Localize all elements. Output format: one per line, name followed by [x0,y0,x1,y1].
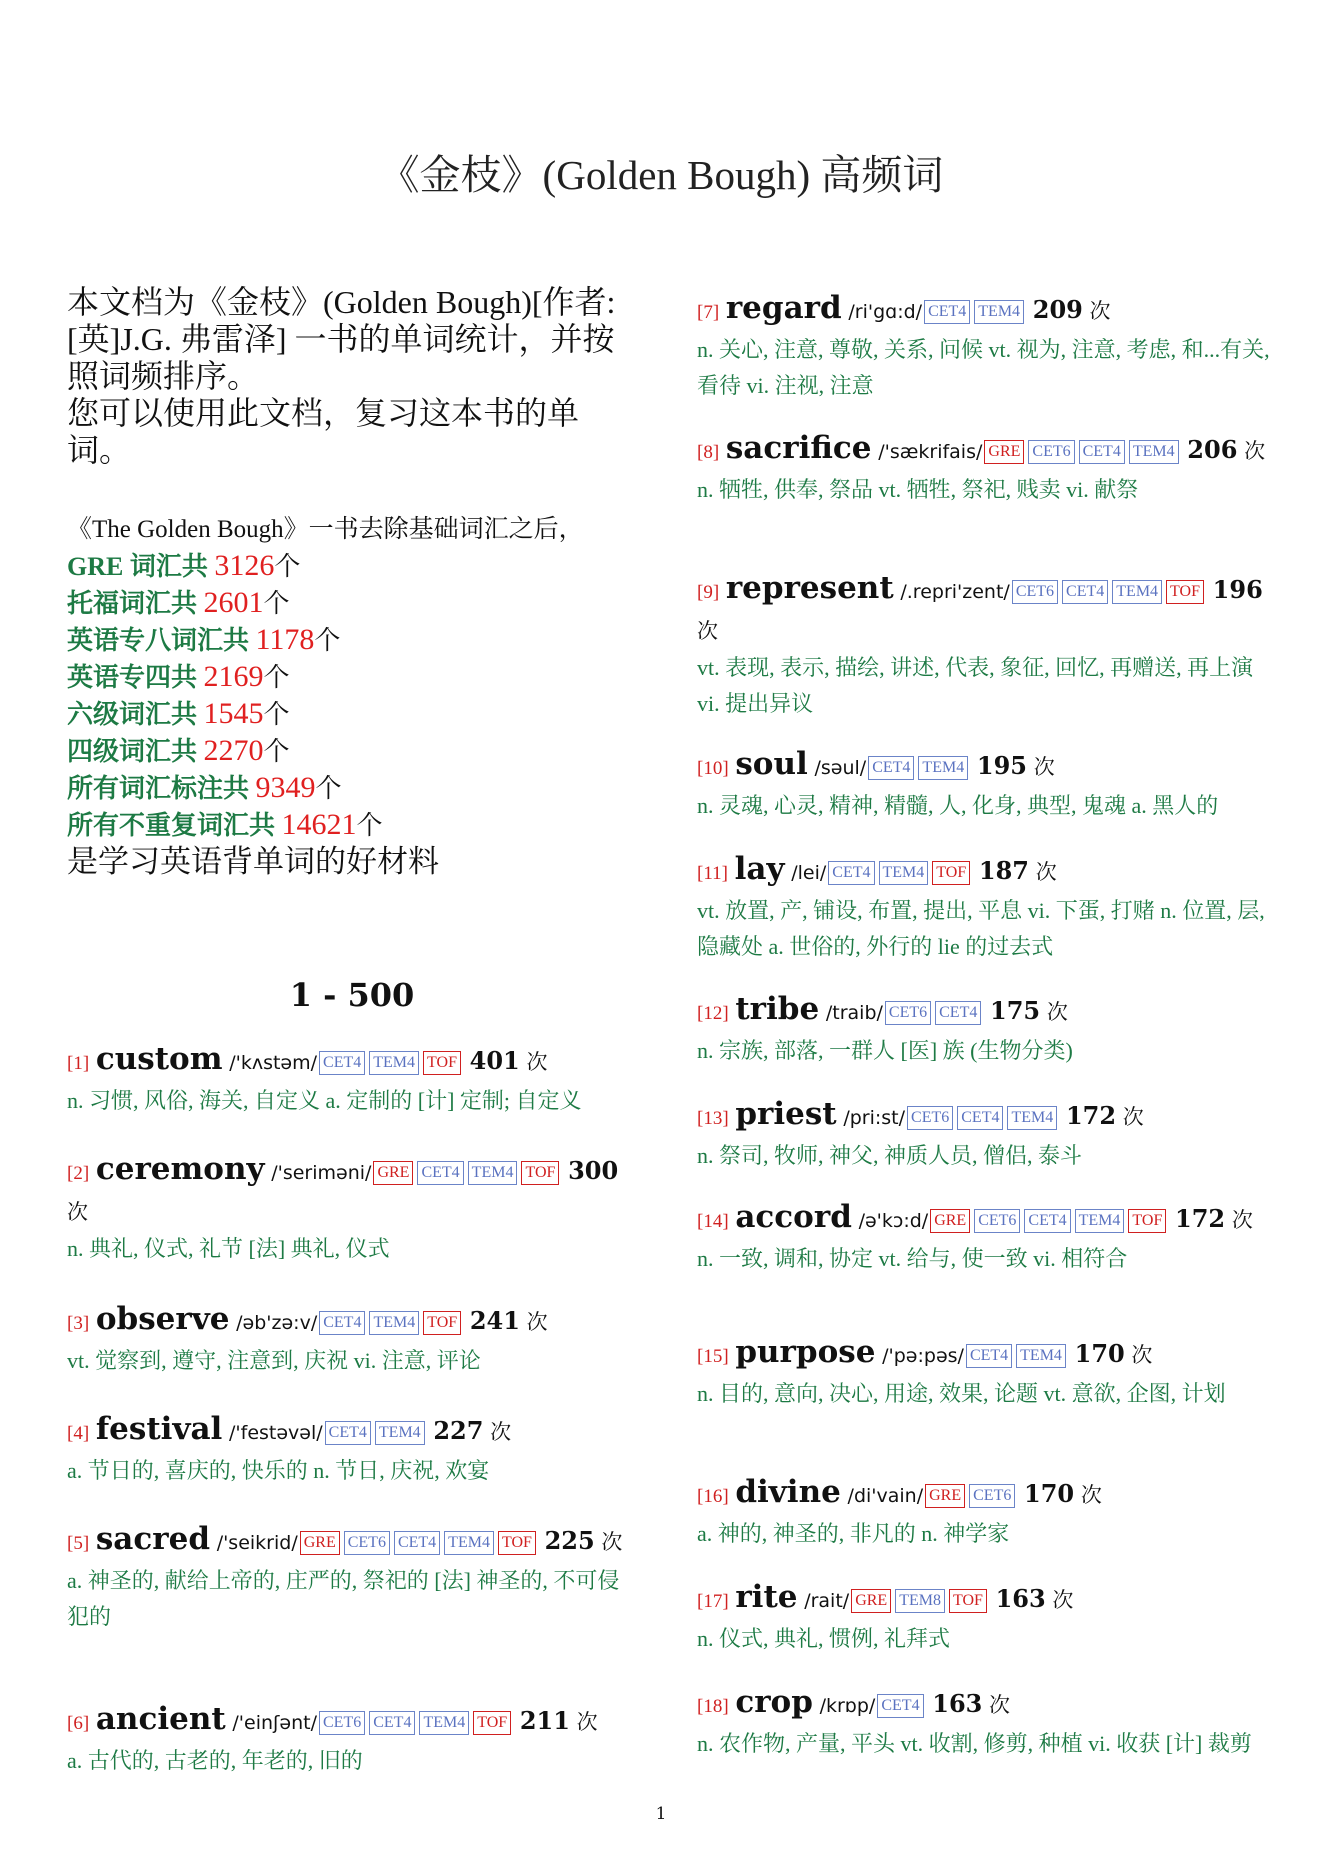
entry-count-suffix: 次 [67,1200,88,1224]
entry-count-suffix: 次 [697,619,718,643]
word-entry [697,1095,1272,1174]
entry-count-suffix: 次 [989,1693,1011,1717]
entry-count-suffix: 次 [1089,299,1111,323]
entry-index: [13] [697,1108,729,1129]
stats-label: 所有词汇标注共 [67,774,256,803]
entry-definition: a. 节日的, 喜庆的, 快乐的 n. 节日, 庆祝, 欢宴 [67,1458,490,1483]
stats-unit: 个 [274,552,301,581]
word-entry [67,1410,637,1489]
entry-count: 206 [1187,435,1238,464]
entry-phonetic: /ə'kɔ:d/ [858,1210,929,1232]
page-number: 1 [655,1804,667,1824]
entry-word: divine [735,1474,841,1510]
entry-head [67,1700,637,1743]
stats-row [67,807,637,844]
entry-head [697,1578,1272,1621]
entry-definition: n. 关心, 注意, 尊敬, 关系, 问候 vt. 视为, 注意, 考虑, 和...有关, 看待 vi. 注视, 注意 [697,337,1270,398]
stats-unit: 个 [356,811,383,840]
entry-index: [10] [697,758,729,779]
entry-count-suffix: 次 [526,1050,548,1074]
word-entry [67,1150,637,1267]
entry-count: 401 [469,1046,520,1075]
entry-phonetic: /krɒp/ [819,1695,876,1717]
entry-phonetic: /'seikrid/ [216,1532,298,1554]
stats-closing: 是学习英语背单词的好材料 [67,844,439,879]
entry-head [67,1410,637,1453]
stats-count: 1545 [203,697,264,730]
word-entry [697,1578,1272,1657]
stats-count: 14621 [281,808,357,841]
entry-word: purpose [735,1334,876,1370]
exam-tag: CET4 [924,300,970,324]
exam-tag: GRE [300,1531,340,1555]
entry-word: lay [734,851,785,887]
exam-tag: CET4 [325,1421,371,1445]
exam-tag: TOF [473,1711,511,1735]
word-entry [67,1300,637,1379]
intro-block [67,284,637,469]
entry-count: 225 [544,1526,595,1555]
entry-definition: n. 宗族, 部落, 一群人 [医] 族 (生物分类) [697,1038,1073,1063]
entry-word: represent [725,570,894,606]
exam-tag: TEM4 [369,1311,419,1335]
entry-index: [12] [697,1003,729,1024]
stats-label: 英语专四共 [67,663,204,692]
entry-phonetic: /pri:st/ [843,1107,906,1129]
entry-index: [1] [67,1053,90,1074]
entry-phonetic: /'seriməni/ [271,1162,372,1184]
exam-tag: GRE [851,1589,891,1613]
entry-definition: vt. 觉察到, 遵守, 注意到, 庆祝 vi. 注意, 评论 [67,1348,481,1373]
exam-tag: TEM4 [974,300,1024,324]
entry-index: [5] [67,1533,90,1554]
entry-phonetic: /rait/ [804,1590,850,1612]
entry-head [697,1095,1272,1138]
exam-tag: TOF [932,861,970,885]
entry-count: 175 [990,996,1041,1025]
entry-definition: n. 目的, 意向, 决心, 用途, 效果, 论题 vt. 意欲, 企图, 计划 [697,1381,1226,1406]
exam-tag: TEM4 [375,1421,425,1445]
entry-count-suffix: 次 [1244,439,1266,463]
entry-phonetic: /'festəvəl/ [229,1422,323,1444]
stats-unit: 个 [314,626,341,655]
word-entry [697,1473,1272,1552]
entry-index: [9] [697,582,720,603]
entry-count-suffix: 次 [490,1420,512,1444]
entry-word: sacred [95,1521,210,1557]
exam-tag: CET4 [1024,1209,1070,1233]
exam-tag: CET4 [1079,440,1125,464]
stats-count: 9349 [255,771,316,804]
entry-head [697,850,1272,893]
exam-tag: TEM4 [1129,440,1179,464]
exam-tag: CET4 [319,1051,365,1075]
stats-count: 2169 [203,660,264,693]
exam-tag: TOF [498,1531,536,1555]
entry-definition: vt. 放置, 产, 铺设, 布置, 提出, 平息 vi. 下蛋, 打赌 n. 位置, 层, 隐藏处 a. 世俗的, 外行的 lie 的过去式 [697,898,1265,959]
entry-count: 170 [1024,1479,1075,1508]
stats-count: 2601 [203,586,264,619]
entry-count-suffix: 次 [601,1530,623,1554]
stats-label: 六级词汇共 [67,700,204,729]
entry-phonetic: /ri'gɑ:d/ [848,301,923,323]
entry-word: ceremony [95,1151,265,1187]
entry-index: [15] [697,1346,729,1367]
entry-count: 163 [995,1584,1046,1613]
entry-word: ancient [95,1701,226,1737]
entry-word: regard [725,290,842,326]
entry-count-suffix: 次 [576,1710,598,1734]
stats-row [67,548,637,585]
exam-tag: TEM4 [918,756,968,780]
entry-index: [11] [697,863,728,884]
entry-definition: n. 农作物, 产量, 平头 vt. 收割, 修剪, 种植 vi. 收获 [计] 裁剪 [697,1731,1252,1756]
entry-count: 172 [1065,1101,1117,1130]
entry-definition: n. 典礼, 仪式, 礼节 [法] 典礼, 仪式 [67,1236,390,1261]
entry-definition: n. 一致, 调和, 协定 vt. 给与, 使一致 vi. 相符合 [697,1246,1128,1271]
word-entry [67,1700,637,1779]
entry-head [697,1683,1272,1726]
exam-tag: TOF [423,1311,461,1335]
entry-phonetic: /'sækrifais/ [878,441,983,463]
exam-tag: CET4 [877,1694,923,1718]
stats-count: 1178 [255,623,315,656]
entry-count-suffix: 次 [1033,755,1055,779]
word-entry [697,1198,1272,1277]
word-entry [697,1683,1272,1762]
exam-tag: CET4 [319,1311,365,1335]
entry-word: soul [735,746,808,782]
entry-count: 241 [469,1306,520,1335]
entry-index: [8] [697,442,720,463]
entry-definition: n. 祭司, 牧师, 神父, 神质人员, 僧侣, 泰斗 [697,1143,1083,1168]
exam-tag: CET6 [1028,440,1074,464]
exam-tag: TEM4 [444,1531,494,1555]
entry-definition: n. 习惯, 风俗, 海关, 自定义 a. 定制的 [计] 定制; 自定义 [67,1088,582,1113]
entry-count: 172 [1175,1204,1226,1233]
entry-word: accord [735,1199,852,1235]
exam-tag: GRE [930,1209,970,1233]
exam-tag: CET6 [969,1484,1015,1508]
entry-word: sacrifice [725,430,872,466]
exam-tag: TEM4 [1016,1344,1066,1368]
entry-word: observe [95,1301,230,1337]
exam-tag: GRE [373,1161,413,1185]
entry-phonetic: /traib/ [825,1002,883,1024]
exam-tag: CET4 [935,1001,981,1025]
intro-line-2: 您可以使用此文档，复习这本书的单词。 [67,395,580,468]
entry-definition: n. 牺牲, 供奉, 祭品 vt. 牺牲, 祭祀, 贱卖 vi. 献祭 [697,477,1139,502]
entry-definition: n. 灵魂, 心灵, 精神, 精髓, 人, 化身, 典型, 鬼魂 a. 黑人的 [697,793,1219,818]
entry-word: festival [95,1411,223,1447]
exam-tag: CET4 [394,1531,440,1555]
exam-tag: TOF [1128,1209,1166,1233]
exam-tag: TOF [521,1161,559,1185]
exam-tag: TEM4 [468,1161,518,1185]
exam-tag: CET4 [369,1711,415,1735]
exam-tag: CET6 [974,1209,1020,1233]
stats-label: 所有不重复词汇共 [67,811,282,840]
entry-head [67,1150,637,1231]
exam-tag: GRE [925,1484,965,1508]
stats-unit: 个 [263,737,290,766]
exam-tag: CET4 [966,1344,1012,1368]
entry-index: [14] [697,1211,729,1232]
entry-index: [2] [67,1163,90,1184]
entry-head [67,1300,637,1343]
stats-row [67,770,637,807]
entry-index: [3] [67,1313,90,1334]
entry-head [697,990,1272,1033]
word-entry [67,1520,637,1635]
entry-head [697,745,1272,788]
entry-index: [4] [67,1423,90,1444]
exam-tag: CET4 [1062,580,1108,604]
exam-tag: CET6 [907,1106,953,1130]
entry-index: [16] [697,1486,729,1507]
entry-phonetic: /əb'zə:v/ [236,1312,318,1334]
stats-count: 2270 [203,734,264,767]
exam-tag: TEM4 [1007,1106,1057,1130]
entry-count: 196 [1212,575,1263,604]
entry-index: [7] [697,302,720,323]
entry-count: 170 [1074,1339,1125,1368]
stats-unit: 个 [263,700,290,729]
entry-definition: a. 古代的, 古老的, 年老的, 旧的 [67,1748,363,1773]
entry-phonetic: /'pə:pəs/ [882,1345,964,1367]
exam-tag: TEM4 [369,1051,419,1075]
entry-phonetic: /lei/ [791,862,827,884]
entry-count-suffix: 次 [1080,1483,1102,1507]
entry-head [67,1040,637,1083]
stats-unit: 个 [263,663,290,692]
entry-count: 163 [932,1689,983,1718]
exam-tag: TEM8 [895,1589,945,1613]
stats-label: 英语专八词汇共 [67,626,256,655]
entry-head [697,1473,1272,1516]
stats-label: 托福词汇共 [67,589,204,618]
stats-row [67,622,637,659]
entry-count: 227 [433,1416,484,1445]
stats-unit: 个 [315,774,342,803]
entry-count-suffix: 次 [526,1310,548,1334]
entry-count-suffix: 次 [1052,1588,1074,1612]
word-entry [697,569,1272,722]
entry-count: 300 [568,1156,619,1185]
exam-tag: CET6 [1012,580,1058,604]
entry-count-suffix: 次 [1231,1208,1253,1232]
intro-line-1: 本文档为《金枝》(Golden Bough)[作者: [英]J.G. 弗雷泽] 一书的单词统计，并按照词频排序。 [67,284,616,394]
exam-tag: CET6 [344,1531,390,1555]
entry-phonetic: /.repri'zent/ [900,581,1010,603]
range-heading: 1 - 500 [289,976,415,1014]
entry-count-suffix: 次 [1046,1000,1068,1024]
entry-definition: a. 神圣的, 献给上帝的, 庄严的, 祭祀的 [法] 神圣的, 不可侵犯的 [67,1568,620,1629]
exam-tag: CET4 [828,861,874,885]
stats-label: GRE 词汇共 [67,552,215,581]
entry-head [697,569,1272,650]
entry-definition: vt. 表现, 表示, 描绘, 讲述, 代表, 象征, 回忆, 再赠送, 再上演 vi. 提出异议 [697,655,1254,716]
entry-word: rite [735,1579,798,1615]
entry-count-suffix: 次 [1122,1105,1144,1129]
stats-unit: 个 [263,589,290,618]
entry-count-suffix: 次 [1035,860,1057,884]
entry-word: tribe [735,991,820,1027]
entry-phonetic: /di'vain/ [847,1485,924,1507]
entry-count: 211 [519,1706,570,1735]
entry-phonetic: /səul/ [814,757,867,779]
stats-lead: 《The Golden Bough》一书去除基础词汇之后， [67,516,584,543]
exam-tag: TEM4 [879,861,929,885]
word-entry [697,429,1272,508]
entry-word: priest [735,1096,837,1132]
entry-index: [6] [67,1713,90,1734]
word-entry [697,745,1272,824]
entry-count: 195 [976,751,1027,780]
stats-block [67,512,637,880]
entry-definition: n. 仪式, 典礼, 惯例, 礼拜式 [697,1626,951,1651]
entry-word: custom [95,1041,223,1077]
exam-tag: TEM4 [419,1711,469,1735]
entry-word: crop [735,1684,813,1720]
stats-label: 四级词汇共 [67,737,204,766]
exam-tag: CET4 [957,1106,1003,1130]
word-entry [697,289,1272,404]
exam-tag: CET6 [319,1711,365,1735]
entry-phonetic: /'einʃənt/ [232,1712,317,1734]
exam-tag: TEM4 [1075,1209,1125,1233]
entry-phonetic: /'kʌstəm/ [229,1052,318,1074]
exam-tag: CET4 [417,1161,463,1185]
word-entry [67,1040,637,1119]
stats-row [67,733,637,770]
stats-row [67,659,637,696]
entry-head [697,1198,1272,1241]
exam-tag: GRE [984,440,1024,464]
exam-tag: TOF [1166,580,1204,604]
entry-head [697,429,1272,472]
word-entry [697,1333,1272,1412]
stats-row [67,585,637,622]
stats-count: 3126 [214,549,275,582]
entry-head [67,1520,637,1563]
exam-tag: TEM4 [1112,580,1162,604]
word-entry [697,850,1272,965]
entry-head [697,289,1272,332]
word-entry [697,990,1272,1069]
entry-head [697,1333,1272,1376]
entry-definition: a. 神的, 神圣的, 非凡的 n. 神学家 [697,1521,1010,1546]
exam-tag: TOF [949,1589,987,1613]
entry-index: [18] [697,1696,729,1717]
entry-count: 187 [978,856,1030,885]
entry-count-suffix: 次 [1131,1343,1153,1367]
document-title: 《金枝》(Golden Bough) 高频词 [378,152,944,198]
exam-tag: CET4 [868,756,914,780]
exam-tag: TOF [423,1051,461,1075]
stats-row [67,696,637,733]
entry-index: [17] [697,1591,729,1612]
entry-count: 209 [1032,295,1083,324]
exam-tag: CET6 [885,1001,931,1025]
